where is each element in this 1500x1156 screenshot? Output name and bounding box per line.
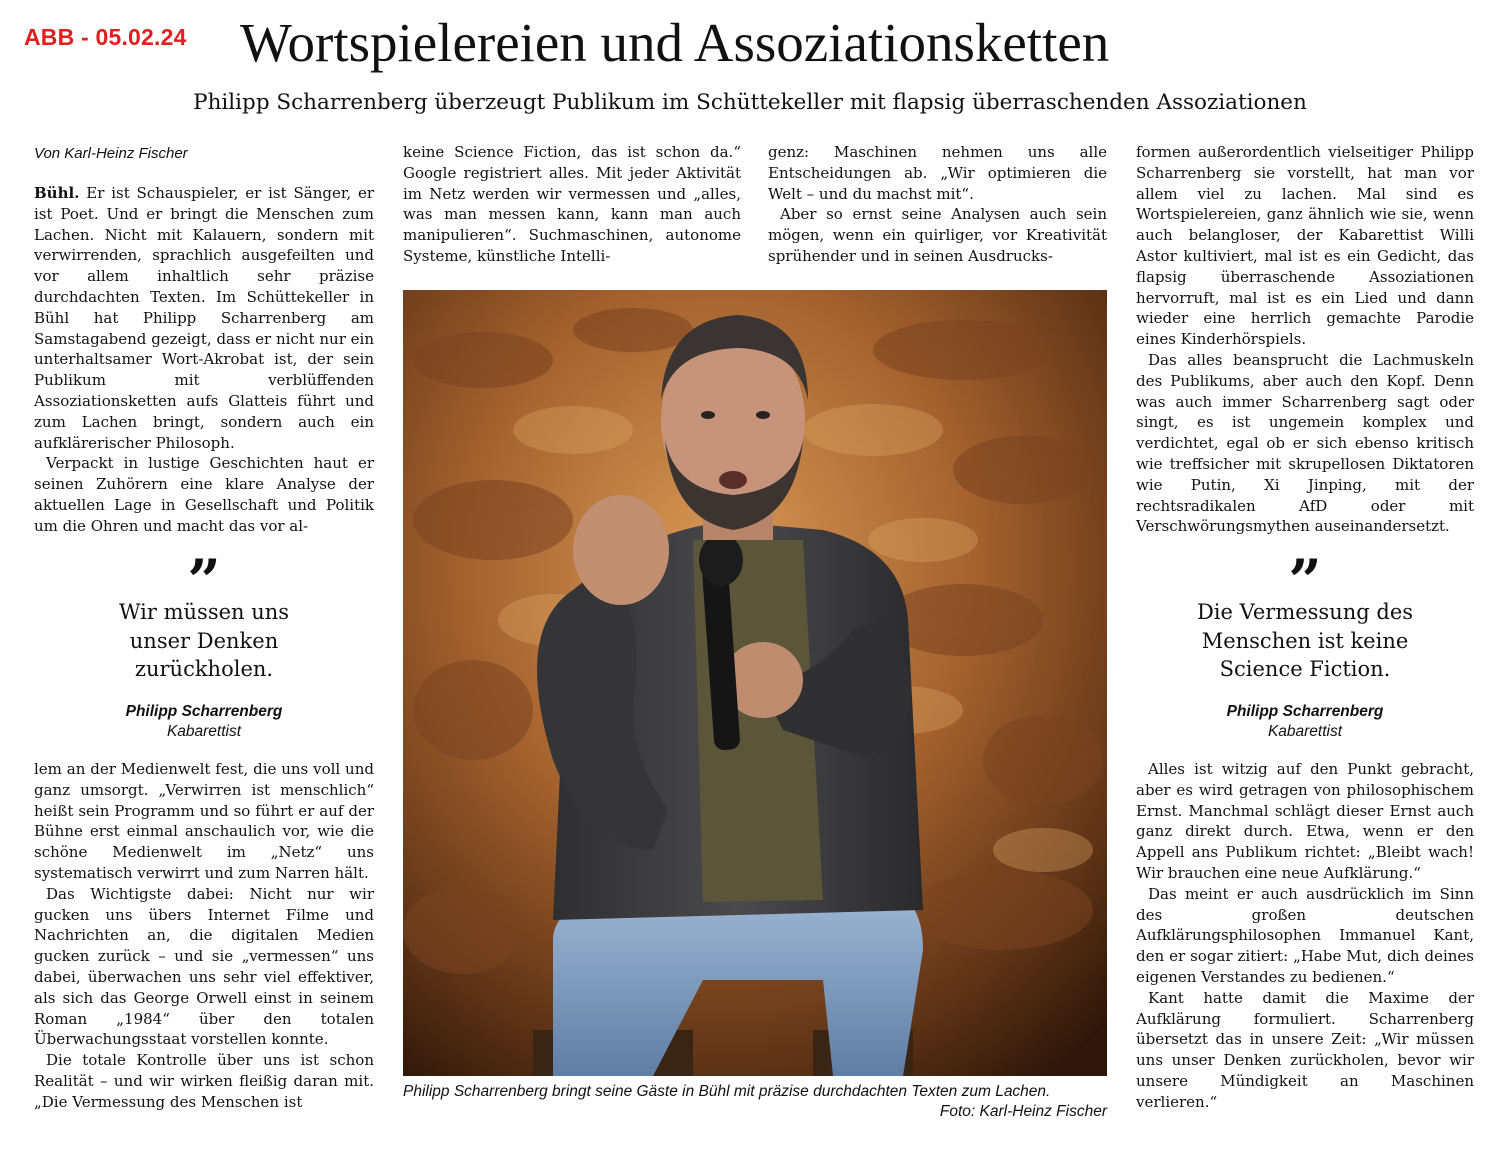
photo-caption	[403, 1082, 1107, 1120]
pull-quote-1	[34, 556, 374, 742]
quote-mark-icon: ”	[187, 556, 221, 592]
paragraph: genz: Maschinen nehmen uns alle Entscheidungen ab. „Wir optimieren die Welt – und du machst mit“.	[768, 143, 1107, 203]
column-3-top	[768, 142, 1107, 267]
column-4-bottom	[1136, 759, 1474, 1113]
paragraph: keine Science Fiction, das ist schon da.“ Google registriert alles. Mit jeder Aktivität im Netz werden wir vermessen und „alles, was man messen kann, kann man auch manipulieren“. Suchmaschinen, autonome Systeme, künstliche Intelli-	[403, 143, 741, 265]
paragraph: Das alles beansprucht die Lachmuskeln des Publikums, aber auch den Kopf. Denn was auch immer Scharrenberg sagt oder singt, es ist ungemein komplex und verdichtet, egal ob er sich ebenso kritisch wie treffsicher mit skrupellosen Diktatoren wie Putin, Xi Jinping, mit der rechtsradikalen AfD oder mit Verschwörungsmythen auseinandersetzt.	[1136, 350, 1474, 536]
article-photo	[403, 290, 1107, 1076]
pull-quote-author: Philipp Scharrenberg	[125, 702, 283, 720]
paragraph	[34, 183, 374, 453]
byline: Von Karl-Heinz Fischer	[34, 145, 188, 162]
column-4-top	[1136, 142, 1474, 537]
column-1-top	[34, 183, 374, 537]
paragraph: Das Wichtigste dabei: Nicht nur wir gucken uns übers Internet Filme und Nachrichten an, die digitalen Medien gucken zurück – und sie „vermessen“ uns dabei, überwachen uns sehr viel effektiver, als sich das George Orwell einst in seinem Roman „1984“ über den totalen Überwachungsstaat vorstellen konnte.	[34, 884, 374, 1049]
paragraph: Verpackt in lustige Geschichten haut er seinen Zuhörern eine klare Analyse der aktuellen Lage in Gesellschaft und Politik um die Ohren und macht das vor al-	[34, 454, 374, 535]
paragraph: formen außerordentlich vielseitiger Philipp Scharrenberg sie vorstellt, hat man vor allem viel zu lachen. Mal sind es Wortspielereien, ganz ähnlich wie sie, wenn auch belangloser, der Kabarettist Willi Astor kultiviert, mal ist es ein Gedicht, das flapsig überraschende Assoziationen hervorruft, mal ist es ein Lied und dann wieder eine herrlich gemachte Parodie eines Kinderhörspiels.	[1136, 143, 1474, 349]
pull-quote-role: Kabarettist	[1267, 722, 1343, 740]
paragraph: Die totale Kontrolle über uns ist schon Realität – und wir wirken fleißig daran mit. „Die Vermessung des Menschen ist	[34, 1051, 374, 1111]
paragraph: lem an der Medienwelt fest, die uns voll und ganz umsorgt. „Verwirren ist menschlich“ heißt sein Programm und so führt er auf der Bühne erst einmal anschaulich vor, wie die schöne Medienwelt im „Netz“ uns systematisch verwirrt und zum Narren hält.	[34, 760, 374, 882]
paragraph: Kant hatte damit die Maxime der Aufklärung formuliert. Scharrenberg übersetzt das in unsere Zeit: „Wir müssen uns unser Denken zurückholen, bevor wir unsere Mündigkeit an Maschinen verlieren.“	[1136, 988, 1474, 1111]
pull-quote-2	[1136, 556, 1474, 742]
paragraph: Alles ist witzig auf den Punkt gebracht, aber es wird getragen von philosophischem Ernst. Manchmal schlägt dieser Ernst auch ganz direkt durch. Etwa, wenn er den Appell ans Publikum richtet: „Bleibt wach! Wir brauchen eine neue Aufklärung.“	[1136, 760, 1474, 882]
pull-quote-author: Philipp Scharrenberg	[1226, 702, 1384, 720]
edition-tag: ABB - 05.02.24	[24, 24, 187, 50]
headline: Wortspielereien und Assoziationsketten	[240, 12, 1110, 73]
photo-performer-on-stage	[403, 290, 1107, 1076]
pull-quote-text: Wir müssen uns unser Denken zurückholen.	[118, 600, 290, 681]
dateline-place: Bühl.	[34, 184, 80, 202]
subheadline: Philipp Scharrenberg überzeugt Publikum im Schüttekeller mit flapsig überraschenden Assoziationen	[193, 90, 1307, 115]
paragraph-text: Er ist Schauspieler, er ist Sänger, er ist Poet. Und er bringt die Menschen zum Lachen. Nicht mit Kalauern, sondern mit verwirrenden, sprachlich ausgefeilten und vor allem inhaltlich sehr präzise durchdachten Texten. Im Schüttekeller in Bühl hat Philipp Scharrenberg am Samstagabend gezeigt, dass er nicht nur ein unterhaltsamer Wort-Akrobat ist, der sein Publikum mit verblüffenden Assoziationsketten aufs Glatteis führt und zum Lachen bringt, sondern auch ein aufklärerischer Philosoph.	[34, 184, 374, 452]
caption-text: Philipp Scharrenberg bringt seine Gäste in Bühl mit präzise durchdachten Texten zum Lachen.	[403, 1083, 1051, 1100]
pull-quote-text: Die Vermessung des Menschen ist keine Science Fiction.	[1196, 600, 1414, 681]
column-1-bottom	[34, 759, 374, 1113]
paragraph: Aber so ernst seine Analysen auch sein mögen, wenn ein quirliger, vor Kreativität sprühender und in seinen Ausdrucks-	[768, 205, 1107, 265]
photo-credit: Foto: Karl-Heinz Fischer	[939, 1103, 1107, 1120]
paragraph: Das meint er auch ausdrücklich im Sinn des großen deutschen Aufklärungsphilosophen Immanuel Kant, den er sogar zitiert: „Habe Mut, dich deines eigenen Verstandes zu bedienen.“	[1136, 884, 1474, 986]
quote-mark-icon: ”	[1288, 556, 1322, 592]
pull-quote-role: Kabarettist	[166, 722, 242, 740]
column-2-top	[403, 142, 741, 267]
